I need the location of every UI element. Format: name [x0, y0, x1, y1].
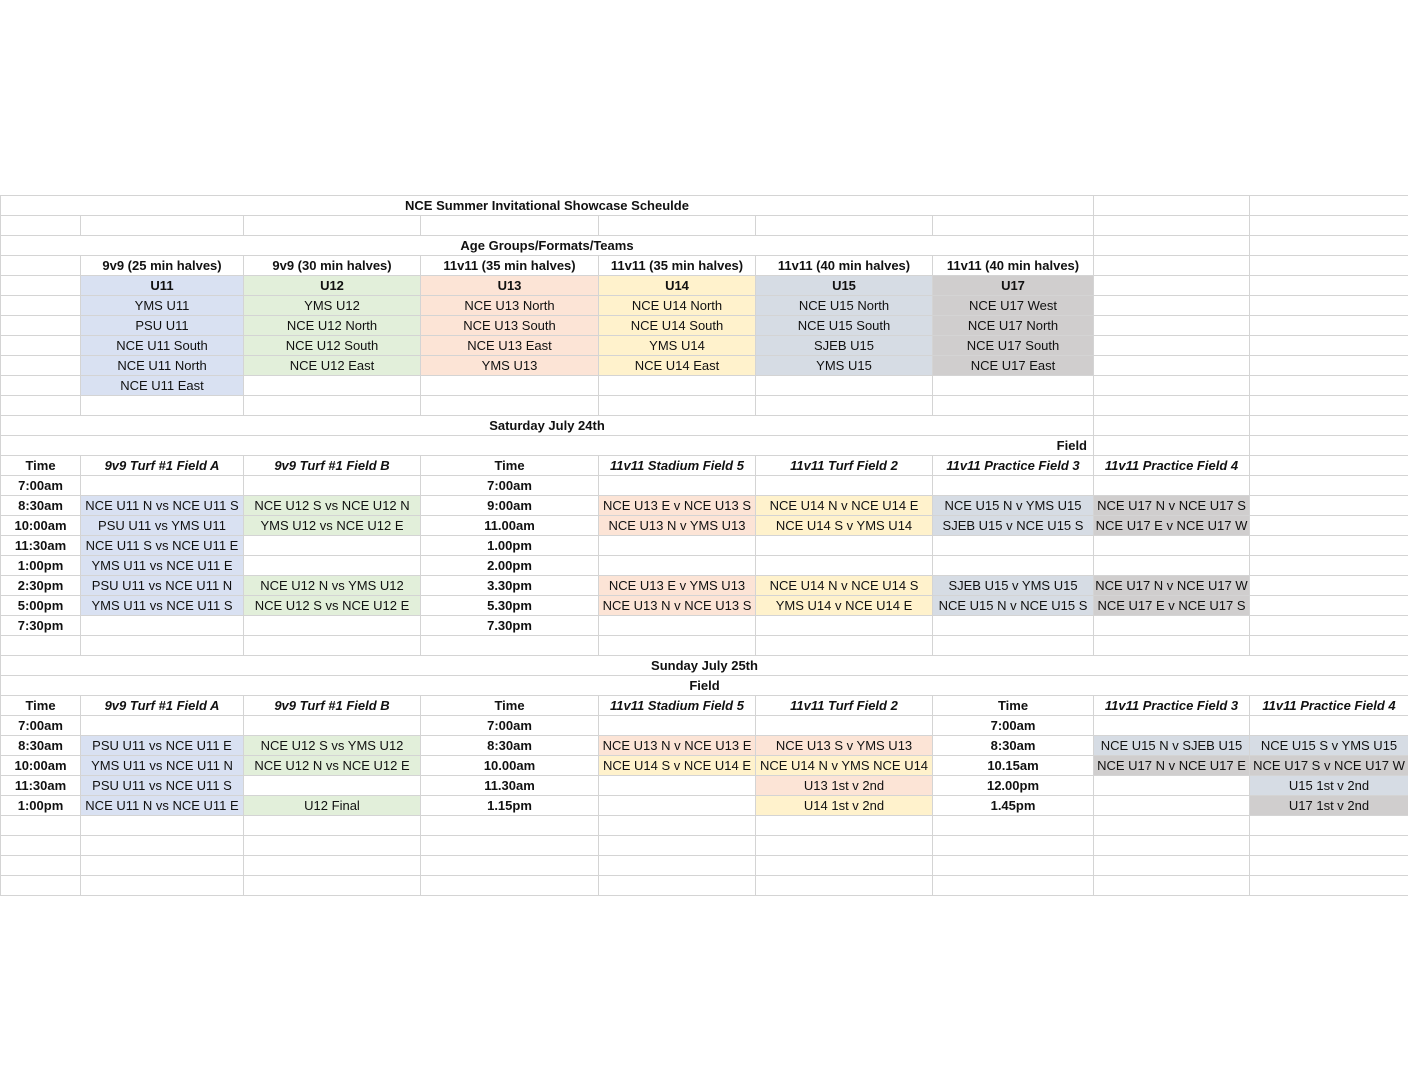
time-cell[interactable]: 2.00pm	[420, 555, 598, 575]
match-cell[interactable]: NCE U17 E v NCE U17 S	[1093, 595, 1249, 615]
team-u17[interactable]: NCE U17 East	[932, 355, 1093, 375]
time-cell[interactable]: 8:30am	[420, 735, 598, 755]
cell-empty[interactable]	[243, 875, 420, 895]
cell-empty[interactable]	[755, 875, 932, 895]
match-cell[interactable]: NCE U17 N v NCE U17 S	[1093, 495, 1249, 515]
cell-empty[interactable]	[1093, 315, 1249, 335]
cell-empty[interactable]	[243, 475, 420, 495]
team-u11[interactable]: NCE U11 South	[80, 335, 243, 355]
cell-empty[interactable]	[1249, 195, 1408, 215]
cell-empty[interactable]	[1093, 195, 1249, 215]
cell-empty[interactable]	[755, 475, 932, 495]
cell-empty[interactable]	[1093, 255, 1249, 275]
match-cell[interactable]: YMS U11 vs NCE U11 N	[80, 755, 243, 775]
cell-empty[interactable]	[755, 815, 932, 835]
cell-empty[interactable]	[598, 395, 755, 415]
time-cell[interactable]: 1:00pm	[0, 555, 80, 575]
cell-empty[interactable]	[1093, 435, 1249, 455]
cell-empty[interactable]	[420, 375, 598, 395]
age-group-u13[interactable]: U13	[420, 275, 598, 295]
cell-empty[interactable]	[0, 395, 80, 415]
sunday-header[interactable]: 9v9 Turf #1 Field A	[80, 695, 243, 715]
match-cell[interactable]: U12 Final	[243, 795, 420, 815]
cell-empty[interactable]	[1249, 395, 1408, 415]
time-cell[interactable]: 7:00am	[420, 475, 598, 495]
team-u13[interactable]: NCE U13 North	[420, 295, 598, 315]
cell-empty[interactable]	[243, 555, 420, 575]
cell-empty[interactable]	[598, 555, 755, 575]
match-cell[interactable]: PSU U11 vs YMS U11	[80, 515, 243, 535]
cell-empty[interactable]	[1249, 255, 1408, 275]
time-cell[interactable]: 8:30am	[0, 495, 80, 515]
cell-empty[interactable]	[0, 275, 80, 295]
cell-empty[interactable]	[80, 215, 243, 235]
age-groups-heading: Age Groups/Formats/Teams	[0, 235, 1093, 255]
format-u12[interactable]: 9v9 (30 min halves)	[243, 255, 420, 275]
cell-empty[interactable]	[80, 715, 243, 735]
cell-empty[interactable]	[80, 855, 243, 875]
cell-empty[interactable]	[243, 375, 420, 395]
cell-empty[interactable]	[932, 835, 1093, 855]
schedule-title: NCE Summer Invitational Showcase Scheulde	[0, 195, 1093, 215]
cell-empty[interactable]	[1249, 835, 1408, 855]
cell-empty[interactable]	[932, 635, 1093, 655]
cell-empty[interactable]	[755, 375, 932, 395]
cell-empty[interactable]	[243, 395, 420, 415]
cell-empty[interactable]	[0, 835, 80, 855]
match-cell[interactable]: NCE U12 S vs NCE U12 E	[243, 595, 420, 615]
cell-empty[interactable]	[1249, 815, 1408, 835]
match-cell[interactable]: NCE U13 S v YMS U13	[755, 735, 932, 755]
cell-empty[interactable]	[598, 215, 755, 235]
cell-empty[interactable]	[1093, 615, 1249, 635]
time-cell[interactable]: 1:00pm	[0, 795, 80, 815]
sunday-header[interactable]: 11v11 Stadium Field 5	[598, 695, 755, 715]
team-u12[interactable]: NCE U12 East	[243, 355, 420, 375]
cell-empty[interactable]	[243, 855, 420, 875]
cell-empty[interactable]	[932, 615, 1093, 635]
team-u13[interactable]: NCE U13 East	[420, 335, 598, 355]
cell-empty[interactable]	[1093, 415, 1249, 435]
cell-empty[interactable]	[1249, 495, 1408, 515]
cell-empty[interactable]	[1249, 575, 1408, 595]
grid-bottom-border	[0, 895, 1408, 896]
team-u13[interactable]: NCE U13 South	[420, 315, 598, 335]
cell-empty[interactable]	[1249, 355, 1408, 375]
cell-empty[interactable]	[80, 615, 243, 635]
cell-empty[interactable]	[1249, 235, 1408, 255]
cell-empty[interactable]	[1249, 475, 1408, 495]
format-u17[interactable]: 11v11 (40 min halves)	[932, 255, 1093, 275]
cell-empty[interactable]	[0, 855, 80, 875]
cell-empty[interactable]	[598, 795, 755, 815]
cell-empty[interactable]	[243, 215, 420, 235]
sunday-header[interactable]: Time	[0, 695, 80, 715]
saturday-header[interactable]: 11v11 Turf Field 2	[755, 455, 932, 475]
cell-empty[interactable]	[0, 255, 80, 275]
cell-empty[interactable]	[598, 835, 755, 855]
time-cell[interactable]: 10:00am	[0, 755, 80, 775]
match-cell[interactable]: NCE U12 N vs NCE U12 E	[243, 755, 420, 775]
saturday-header[interactable]: 11v11 Stadium Field 5	[598, 455, 755, 475]
cell-empty[interactable]	[932, 855, 1093, 875]
cell-empty[interactable]	[1093, 795, 1249, 815]
match-cell[interactable]: NCE U17 N v NCE U17 W	[1093, 575, 1249, 595]
cell-empty[interactable]	[1249, 375, 1408, 395]
cell-empty[interactable]	[0, 635, 80, 655]
match-cell[interactable]: YMS U14 v NCE U14 E	[755, 595, 932, 615]
cell-empty[interactable]	[1093, 235, 1249, 255]
cell-empty[interactable]	[1093, 715, 1249, 735]
match-cell[interactable]: SJEB U15 v YMS U15	[932, 575, 1093, 595]
cell-empty[interactable]	[80, 635, 243, 655]
cell-empty[interactable]	[1249, 595, 1408, 615]
team-u15[interactable]: YMS U15	[755, 355, 932, 375]
cell-empty[interactable]	[1249, 555, 1408, 575]
cell-empty[interactable]	[1093, 355, 1249, 375]
cell-empty[interactable]	[755, 555, 932, 575]
time-cell[interactable]: 7.30pm	[420, 615, 598, 635]
match-cell[interactable]: YMS U12 vs NCE U12 E	[243, 515, 420, 535]
cell-empty[interactable]	[1093, 855, 1249, 875]
cell-empty[interactable]	[0, 375, 80, 395]
match-cell[interactable]: U14 1st v 2nd	[755, 795, 932, 815]
match-cell[interactable]: NCE U13 E v NCE U13 S	[598, 495, 755, 515]
cell-empty[interactable]	[598, 855, 755, 875]
cell-empty[interactable]	[1093, 875, 1249, 895]
cell-empty[interactable]	[243, 775, 420, 795]
match-cell[interactable]: NCE U17 E v NCE U17 W	[1093, 515, 1249, 535]
sunday-header[interactable]: Time	[420, 695, 598, 715]
cell-empty[interactable]	[932, 215, 1093, 235]
time-cell[interactable]: 1.00pm	[420, 535, 598, 555]
cell-empty[interactable]	[755, 215, 932, 235]
cell-empty[interactable]	[420, 395, 598, 415]
cell-empty[interactable]	[932, 475, 1093, 495]
match-cell[interactable]: PSU U11 vs NCE U11 S	[80, 775, 243, 795]
cell-empty[interactable]	[243, 715, 420, 735]
cell-empty[interactable]	[420, 835, 598, 855]
cell-empty[interactable]	[1249, 875, 1408, 895]
team-u14[interactable]: YMS U14	[598, 335, 755, 355]
team-u12[interactable]: YMS U12	[243, 295, 420, 315]
match-cell[interactable]: NCE U11 N vs NCE U11 S	[80, 495, 243, 515]
time-cell[interactable]: 2:30pm	[0, 575, 80, 595]
cell-empty[interactable]	[1093, 475, 1249, 495]
cell-empty[interactable]	[1249, 275, 1408, 295]
cell-empty[interactable]	[755, 635, 932, 655]
match-cell[interactable]: NCE U12 N vs YMS U12	[243, 575, 420, 595]
cell-empty[interactable]	[420, 875, 598, 895]
team-u17[interactable]: NCE U17 North	[932, 315, 1093, 335]
cell-empty[interactable]	[0, 875, 80, 895]
cell-empty[interactable]	[598, 615, 755, 635]
match-cell[interactable]: NCE U15 S v YMS U15	[1249, 735, 1408, 755]
sunday-header[interactable]: Time	[932, 695, 1093, 715]
match-cell[interactable]: PSU U11 vs NCE U11 N	[80, 575, 243, 595]
cell-empty[interactable]	[80, 475, 243, 495]
cell-empty[interactable]	[598, 375, 755, 395]
time-cell[interactable]: 11.30am	[420, 775, 598, 795]
cell-empty[interactable]	[0, 815, 80, 835]
age-group-u17[interactable]: U17	[932, 275, 1093, 295]
cell-empty[interactable]	[932, 375, 1093, 395]
cell-empty[interactable]	[243, 615, 420, 635]
cell-empty[interactable]	[1249, 315, 1408, 335]
time-cell[interactable]: 1.15pm	[420, 795, 598, 815]
match-cell[interactable]: NCE U14 N v YMS NCE U14	[755, 755, 932, 775]
cell-empty[interactable]	[1249, 535, 1408, 555]
cell-empty[interactable]	[1249, 635, 1408, 655]
cell-empty[interactable]	[1093, 775, 1249, 795]
match-cell[interactable]: NCE U13 N v NCE U13 E	[598, 735, 755, 755]
team-u12[interactable]: NCE U12 North	[243, 315, 420, 335]
cell-empty[interactable]	[243, 535, 420, 555]
match-cell[interactable]: NCE U13 N v NCE U13 S	[598, 595, 755, 615]
sunday-header[interactable]: 11v11 Practice Field 4	[1249, 695, 1408, 715]
cell-empty[interactable]	[1093, 295, 1249, 315]
cell-empty[interactable]	[1093, 215, 1249, 235]
time-cell[interactable]: 10:00am	[0, 515, 80, 535]
time-cell[interactable]: 7:00am	[0, 715, 80, 735]
time-cell[interactable]: 8:30am	[0, 735, 80, 755]
format-u11[interactable]: 9v9 (25 min halves)	[80, 255, 243, 275]
time-cell[interactable]: 5.30pm	[420, 595, 598, 615]
saturday-header[interactable]: 9v9 Turf #1 Field A	[80, 455, 243, 475]
cell-empty[interactable]	[243, 815, 420, 835]
match-cell[interactable]: NCE U11 N vs NCE U11 E	[80, 795, 243, 815]
match-cell[interactable]: NCE U15 N v SJEB U15	[1093, 735, 1249, 755]
cell-empty[interactable]	[598, 875, 755, 895]
cell-empty[interactable]	[932, 555, 1093, 575]
time-cell[interactable]: 8:30am	[932, 735, 1093, 755]
cell-empty[interactable]	[80, 815, 243, 835]
cell-empty[interactable]	[420, 635, 598, 655]
cell-empty[interactable]	[1093, 375, 1249, 395]
match-cell[interactable]: U13 1st v 2nd	[755, 775, 932, 795]
sunday-field-label: Field	[0, 675, 1408, 695]
cell-empty[interactable]	[0, 335, 80, 355]
sunday-header[interactable]: 11v11 Turf Field 2	[755, 695, 932, 715]
cell-empty[interactable]	[1249, 435, 1408, 455]
cell-empty[interactable]	[1093, 395, 1249, 415]
saturday-date: Saturday July 24th	[0, 415, 1093, 435]
match-cell[interactable]: NCE U17 S v NCE U17 W	[1249, 755, 1408, 775]
sunday-date: Sunday July 25th	[0, 655, 1408, 675]
team-u14[interactable]: NCE U14 South	[598, 315, 755, 335]
team-u11[interactable]: NCE U11 North	[80, 355, 243, 375]
match-cell[interactable]: NCE U13 E v YMS U13	[598, 575, 755, 595]
cell-empty[interactable]	[1093, 635, 1249, 655]
cell-empty[interactable]	[0, 215, 80, 235]
match-cell[interactable]: NCE U15 N v YMS U15	[932, 495, 1093, 515]
match-cell[interactable]: NCE U12 S vs NCE U12 N	[243, 495, 420, 515]
cell-empty[interactable]	[243, 835, 420, 855]
match-cell[interactable]: NCE U12 S vs YMS U12	[243, 735, 420, 755]
cell-empty[interactable]	[1093, 275, 1249, 295]
cell-empty[interactable]	[1249, 455, 1408, 475]
time-cell[interactable]: 7:00am	[0, 475, 80, 495]
match-cell[interactable]: YMS U11 vs NCE U11 S	[80, 595, 243, 615]
team-u17[interactable]: NCE U17 West	[932, 295, 1093, 315]
match-cell[interactable]: U17 1st v 2nd	[1249, 795, 1408, 815]
time-cell[interactable]: 11:30am	[0, 535, 80, 555]
cell-empty[interactable]	[243, 635, 420, 655]
cell-empty[interactable]	[80, 875, 243, 895]
team-u14[interactable]: NCE U14 North	[598, 295, 755, 315]
cell-empty[interactable]	[598, 635, 755, 655]
cell-empty[interactable]	[80, 835, 243, 855]
cell-empty[interactable]	[1249, 295, 1408, 315]
cell-empty[interactable]	[1093, 815, 1249, 835]
team-u15[interactable]: SJEB U15	[755, 335, 932, 355]
cell-empty[interactable]	[932, 535, 1093, 555]
cell-empty[interactable]	[0, 295, 80, 315]
cell-empty[interactable]	[755, 835, 932, 855]
match-cell[interactable]: NCE U15 N v NCE U15 S	[932, 595, 1093, 615]
age-group-u15[interactable]: U15	[755, 275, 932, 295]
age-group-u12[interactable]: U12	[243, 275, 420, 295]
match-cell[interactable]: U15 1st v 2nd	[1249, 775, 1408, 795]
time-cell[interactable]: 7:00am	[420, 715, 598, 735]
cell-empty[interactable]	[755, 535, 932, 555]
cell-empty[interactable]	[1249, 715, 1408, 735]
team-u12[interactable]: NCE U12 South	[243, 335, 420, 355]
match-cell[interactable]: YMS U11 vs NCE U11 E	[80, 555, 243, 575]
cell-empty[interactable]	[755, 395, 932, 415]
format-u15[interactable]: 11v11 (40 min halves)	[755, 255, 932, 275]
age-group-u11[interactable]: U11	[80, 275, 243, 295]
cell-empty[interactable]	[1249, 615, 1408, 635]
sunday-header[interactable]: 9v9 Turf #1 Field B	[243, 695, 420, 715]
cell-empty[interactable]	[755, 855, 932, 875]
time-cell[interactable]: 10.00am	[420, 755, 598, 775]
cell-empty[interactable]	[420, 815, 598, 835]
cell-empty[interactable]	[932, 395, 1093, 415]
cell-empty[interactable]	[0, 355, 80, 375]
match-cell[interactable]: NCE U14 S v YMS U14	[755, 515, 932, 535]
cell-empty[interactable]	[1093, 835, 1249, 855]
match-cell[interactable]: NCE U13 N v YMS U13	[598, 515, 755, 535]
cell-empty[interactable]	[755, 715, 932, 735]
match-cell[interactable]: PSU U11 vs NCE U11 E	[80, 735, 243, 755]
age-group-u14[interactable]: U14	[598, 275, 755, 295]
cell-empty[interactable]	[1249, 515, 1408, 535]
saturday-header[interactable]: Time	[0, 455, 80, 475]
format-u13[interactable]: 11v11 (35 min halves)	[420, 255, 598, 275]
time-cell[interactable]: 1.45pm	[932, 795, 1093, 815]
cell-empty[interactable]	[1093, 335, 1249, 355]
time-cell[interactable]: 12.00pm	[932, 775, 1093, 795]
team-u11[interactable]: YMS U11	[80, 295, 243, 315]
cell-empty[interactable]	[755, 615, 932, 635]
sunday-header[interactable]: 11v11 Practice Field 3	[1093, 695, 1249, 715]
cell-empty[interactable]	[598, 775, 755, 795]
cell-empty[interactable]	[932, 815, 1093, 835]
cell-empty[interactable]	[1249, 855, 1408, 875]
cell-empty[interactable]	[932, 875, 1093, 895]
time-cell[interactable]: 7:30pm	[0, 615, 80, 635]
cell-empty[interactable]	[1249, 335, 1408, 355]
team-u15[interactable]: NCE U15 South	[755, 315, 932, 335]
match-cell[interactable]: NCE U14 N v NCE U14 S	[755, 575, 932, 595]
cell-empty[interactable]	[598, 715, 755, 735]
team-u14[interactable]: NCE U14 East	[598, 355, 755, 375]
cell-empty[interactable]	[598, 475, 755, 495]
cell-empty[interactable]	[420, 855, 598, 875]
cell-empty[interactable]	[0, 315, 80, 335]
time-cell[interactable]: 11.00am	[420, 515, 598, 535]
cell-empty[interactable]	[1249, 415, 1408, 435]
team-u11[interactable]: PSU U11	[80, 315, 243, 335]
saturday-header[interactable]: 11v11 Practice Field 3	[932, 455, 1093, 475]
cell-empty[interactable]	[1093, 535, 1249, 555]
team-u11[interactable]: NCE U11 East	[80, 375, 243, 395]
time-cell[interactable]: 9:00am	[420, 495, 598, 515]
saturday-field-label: Field	[0, 435, 1093, 455]
team-u15[interactable]: NCE U15 North	[755, 295, 932, 315]
cell-empty[interactable]	[1249, 215, 1408, 235]
match-cell[interactable]: SJEB U15 v NCE U15 S	[932, 515, 1093, 535]
cell-empty[interactable]	[420, 215, 598, 235]
time-cell[interactable]: 7:00am	[932, 715, 1093, 735]
match-cell[interactable]: NCE U14 N v NCE U14 E	[755, 495, 932, 515]
saturday-header[interactable]: 11v11 Practice Field 4	[1093, 455, 1249, 475]
time-cell[interactable]: 3.30pm	[420, 575, 598, 595]
team-u17[interactable]: NCE U17 South	[932, 335, 1093, 355]
match-cell[interactable]: NCE U14 S v NCE U14 E	[598, 755, 755, 775]
match-cell[interactable]: NCE U17 N v NCE U17 E	[1093, 755, 1249, 775]
time-cell[interactable]: 11:30am	[0, 775, 80, 795]
team-u13[interactable]: YMS U13	[420, 355, 598, 375]
time-cell[interactable]: 5:00pm	[0, 595, 80, 615]
match-cell[interactable]: NCE U11 S vs NCE U11 E	[80, 535, 243, 555]
cell-empty[interactable]	[598, 815, 755, 835]
saturday-header[interactable]: 9v9 Turf #1 Field B	[243, 455, 420, 475]
cell-empty[interactable]	[80, 395, 243, 415]
cell-empty[interactable]	[598, 535, 755, 555]
saturday-header[interactable]: Time	[420, 455, 598, 475]
time-cell[interactable]: 10.15am	[932, 755, 1093, 775]
format-u14[interactable]: 11v11 (35 min halves)	[598, 255, 755, 275]
cell-empty[interactable]	[1093, 555, 1249, 575]
